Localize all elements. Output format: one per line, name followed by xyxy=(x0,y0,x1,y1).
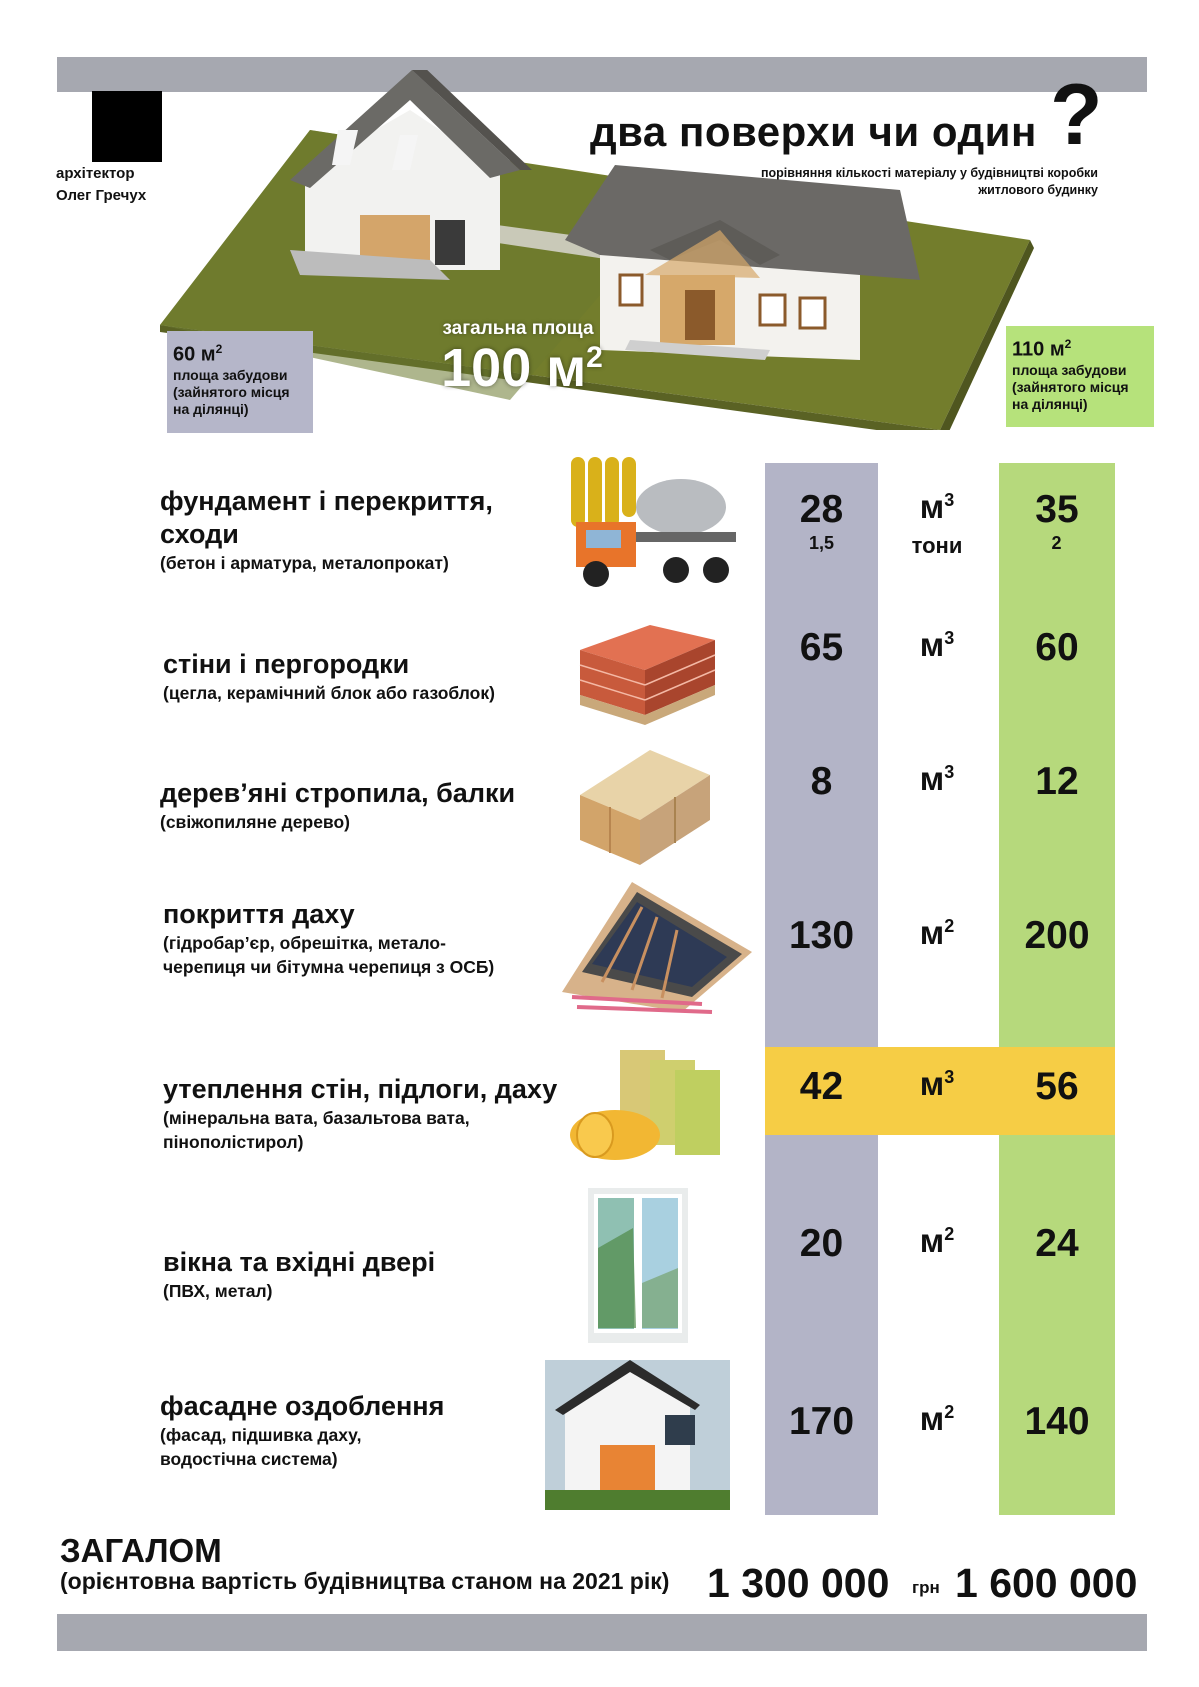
row-timber-sub: (свіжопиляне дерево) xyxy=(160,812,350,832)
row-facade-title: фасадне оздоблення xyxy=(160,1391,445,1421)
total-right-price: 1 600 000 xyxy=(955,1560,1138,1606)
row-insulation-sub-1: (мінеральна вата, базальтова вата, xyxy=(163,1108,470,1128)
row-windows-title: вікна та вхідні двері xyxy=(163,1247,436,1277)
row-foundation-left-value: 28 xyxy=(799,488,844,531)
row-roof-sub-1: (гідробар’єр, обрешітка, метало- xyxy=(163,933,446,953)
right-footprint-number: 110 м xyxy=(1012,338,1065,361)
total-area-caption: загальна площа xyxy=(442,318,594,339)
row-foundation-sub: (бетон і арматура, металопрокат) xyxy=(160,553,449,573)
row-roof-right-value: 200 xyxy=(1024,914,1090,957)
right-footprint-sup: 2 xyxy=(1064,337,1072,351)
left-footprint-sup: 2 xyxy=(215,342,223,356)
row-walls-left-value: 65 xyxy=(799,626,844,669)
row-timber-unit-sup: 3 xyxy=(944,762,955,782)
facade-house-icon xyxy=(545,1360,730,1510)
row-foundation-title-1: фундамент і перекриття, xyxy=(160,486,493,516)
window-icon xyxy=(588,1188,688,1343)
total-heading: ЗАГАЛОМ xyxy=(60,1532,222,1569)
row-windows-sub: (ПВХ, метал) xyxy=(163,1281,273,1301)
row-walls-text xyxy=(163,648,495,705)
timber-beams-icon xyxy=(560,745,725,870)
page-title: два поверхи чи один xyxy=(590,108,1037,155)
subtitle-line-1: порівняння кількості матеріалу у будівництві коробки xyxy=(760,166,1098,180)
total-area-sup: 2 xyxy=(586,341,603,374)
row-facade-left-value: 170 xyxy=(788,1400,855,1443)
row-timber-text xyxy=(160,777,515,834)
row-foundation-unit-sup: 3 xyxy=(944,490,955,510)
one-storey-column xyxy=(999,463,1115,1515)
total-area-number: 100 м xyxy=(441,338,587,398)
left-footprint-number: 60 м xyxy=(173,343,216,366)
row-timber-right-value: 12 xyxy=(1035,760,1079,803)
right-footprint-value xyxy=(1012,332,1148,362)
row-roof-unit-sup: 2 xyxy=(944,916,955,936)
row-windows-unit xyxy=(882,1222,992,1260)
row-insulation-text xyxy=(163,1073,557,1154)
row-foundation-unit2: тони xyxy=(911,533,963,558)
row-insulation-left-value: 42 xyxy=(799,1065,844,1108)
row-timber-unit xyxy=(882,760,992,798)
row-foundation-left-small: 1,5 xyxy=(808,533,835,553)
left-footprint-line-3: на ділянці) xyxy=(173,400,249,417)
total-currency: грн xyxy=(912,1578,940,1597)
author-role: архітектор xyxy=(56,165,135,182)
author-name: Олег Гречух xyxy=(56,187,147,204)
row-windows-unit-text: м xyxy=(919,1222,945,1259)
row-insulation-unit-sup: 3 xyxy=(944,1067,955,1087)
total-subtitle: (орієнтовна вартість будівництва станом на 2021 рік) xyxy=(60,1568,670,1594)
row-timber-title: дерев’яні стропила, балки xyxy=(160,778,516,808)
logo xyxy=(92,91,162,162)
row-foundation-right-value: 35 xyxy=(1035,488,1079,531)
row-facade-text xyxy=(160,1390,444,1471)
concrete-mixer-icon xyxy=(566,452,746,592)
row-facade-unit-sup: 2 xyxy=(944,1402,955,1422)
row-facade-sub-2: водостічна система) xyxy=(160,1449,338,1469)
row-facade-unit-text: м xyxy=(919,1400,945,1437)
row-foundation-text xyxy=(160,485,493,575)
author xyxy=(56,163,146,207)
left-footprint-box xyxy=(167,331,313,433)
row-facade-sub-1: (фасад, підшивка даху, xyxy=(160,1425,362,1445)
row-windows-left-value: 20 xyxy=(799,1222,844,1265)
question-mark: ? xyxy=(1050,67,1103,163)
row-insulation-unit-text: м xyxy=(919,1065,945,1102)
right-footprint-line-3: на ділянці) xyxy=(1012,395,1088,412)
row-roof-left-value: 130 xyxy=(788,914,855,957)
right-footprint-box xyxy=(1006,326,1154,427)
row-facade-right-value: 140 xyxy=(1024,1400,1090,1443)
row-walls-title: стіни і пергородки xyxy=(163,649,410,679)
total-area-value xyxy=(432,337,612,399)
row-roof-unit-text: м xyxy=(919,914,945,951)
right-footprint-line-2: (зайнятого місця xyxy=(1012,378,1129,395)
row-windows-unit-sup: 2 xyxy=(944,1224,955,1244)
bottom-band xyxy=(57,1614,1147,1651)
row-windows-right-value: 24 xyxy=(1035,1222,1079,1265)
brick-pallet-icon xyxy=(570,610,720,730)
subtitle-line-2: житлового будинку xyxy=(978,183,1098,197)
row-foundation-unit xyxy=(882,488,992,526)
row-timber-unit-text: м xyxy=(919,760,945,797)
row-timber-left-value: 8 xyxy=(810,760,833,803)
row-insulation-sub-2: пінополістирол) xyxy=(163,1132,304,1152)
left-footprint-line-2: (зайнятого місця xyxy=(173,383,290,400)
row-foundation-title-2: сходи xyxy=(160,519,239,549)
two-storey-column xyxy=(765,463,878,1515)
left-footprint-line-1: площа забудови xyxy=(173,366,288,383)
row-insulation-right-value: 56 xyxy=(1035,1065,1079,1108)
row-roof-text xyxy=(163,898,494,979)
row-walls-unit xyxy=(882,626,992,664)
row-foundation-right-small: 2 xyxy=(1051,533,1062,553)
total-left-price: 1 300 000 xyxy=(707,1560,890,1606)
row-windows-text xyxy=(163,1246,435,1303)
row-walls-sub: (цегла, керамічний блок або газоблок) xyxy=(163,683,495,703)
row-walls-unit-text: м xyxy=(919,626,945,663)
page-subtitle xyxy=(650,165,1098,199)
right-footprint-line-1: площа забудови xyxy=(1012,361,1127,378)
row-walls-unit-sup: 3 xyxy=(944,628,955,648)
roof-layers-icon xyxy=(562,872,762,1017)
row-roof-unit xyxy=(882,914,992,952)
row-foundation-unit-text: м xyxy=(919,488,945,525)
row-roof-sub-2: черепиця чи бітумна черепиця з ОСБ) xyxy=(163,957,495,977)
row-insulation-unit xyxy=(882,1065,992,1103)
row-walls-right-value: 60 xyxy=(1035,626,1079,669)
left-footprint-value xyxy=(173,337,307,367)
row-roof-title: покриття даху xyxy=(163,899,355,929)
insulation-icon xyxy=(565,1045,730,1165)
row-insulation-title: утеплення стін, підлоги, даху xyxy=(163,1074,558,1104)
row-facade-unit xyxy=(882,1400,992,1438)
